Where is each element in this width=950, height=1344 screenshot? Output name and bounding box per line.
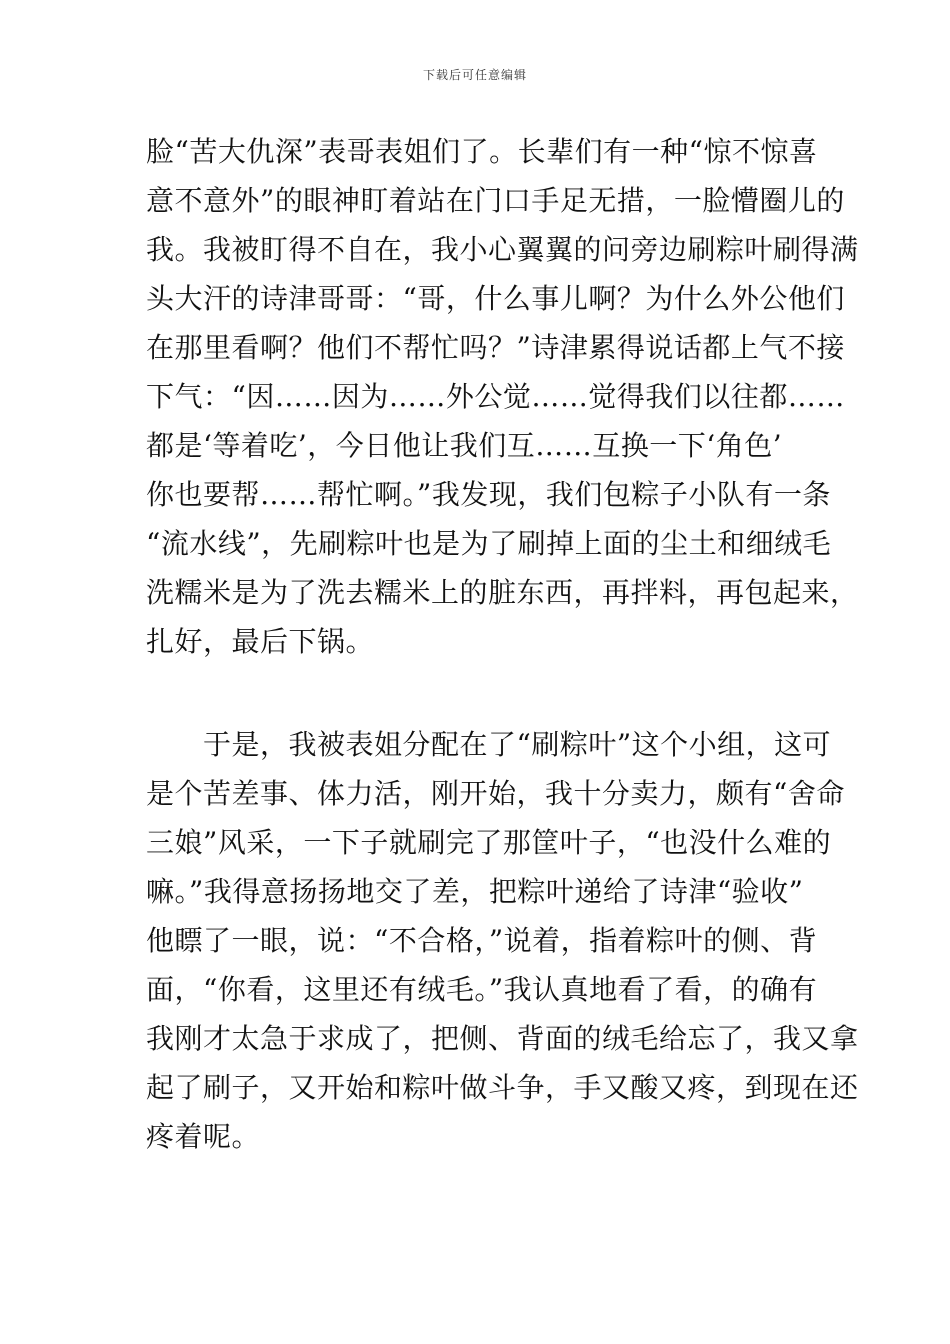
text-line: 起了刷子，又开始和粽叶做斗争，手又酸又疼，到现在还 xyxy=(146,1071,859,1104)
text-line: 嘛。”我得意扬扬地交了差，把粽叶递给了诗津“验收” xyxy=(146,875,804,908)
text-line: 他瞟了一眼，说：“不合格，”说着，指着粽叶的侧、背 xyxy=(146,924,818,957)
page-header: 下载后可任意编辑 xyxy=(422,68,527,82)
text-line: 在那里看啊？他们不帮忙吗？”诗津累得说话都上气不接 xyxy=(146,331,845,364)
paragraph-1 xyxy=(146,127,859,666)
text-line: 面，“你看，这里还有绒毛。”我认真地看了看，的确有 xyxy=(146,973,818,1006)
text-line: 都是‘等着吃’，今日他让我们互……互换一下‘角色’ xyxy=(146,429,783,462)
text-line: 我刚才太急于求成了，把侧、背面的绒毛给忘了，我又拿 xyxy=(146,1022,859,1055)
text-line: 洗糯米是为了洗去糯米上的脏东西，再拌料，再包起来， xyxy=(146,576,859,609)
text-line: 是个苦差事、体力活，刚开始，我十分卖力，颇有“舍命 xyxy=(146,777,845,810)
text-line: 三娘”风采，一下子就刷完了那筐叶子，“也没什么难的 xyxy=(146,826,832,859)
text-line: 下气：“因……因为……外公觉……觉得我们以往都…… xyxy=(146,380,845,413)
text-line: “流水线”，先刷粽叶也是为了刷掉上面的尘土和细绒毛 xyxy=(146,527,832,560)
text-line: 意不意外”的眼神盯着站在门口手足无措，一脸懵圈儿的 xyxy=(146,184,845,217)
text-line: 扎好，最后下锅。 xyxy=(146,625,375,658)
text-line: 疼着呢。 xyxy=(146,1120,261,1153)
text-line: 于是，我被表姐分配在了“刷粽叶”这个小组，这可 xyxy=(146,728,832,761)
text-line: 头大汗的诗津哥哥：“哥，什么事儿啊？为什么外公他们 xyxy=(146,282,845,315)
text-line: 脸“苦大仇深”表哥表姐们了。长辈们有一种“惊不惊喜 xyxy=(146,135,818,168)
text-line: 我。我被盯得不自在，我小心翼翼的问旁边刷粽叶刷得满 xyxy=(146,233,859,266)
paragraph-2 xyxy=(146,720,859,1161)
text-line: 你也要帮……帮忙啊。”我发现，我们包粽子小队有一条 xyxy=(146,478,831,511)
